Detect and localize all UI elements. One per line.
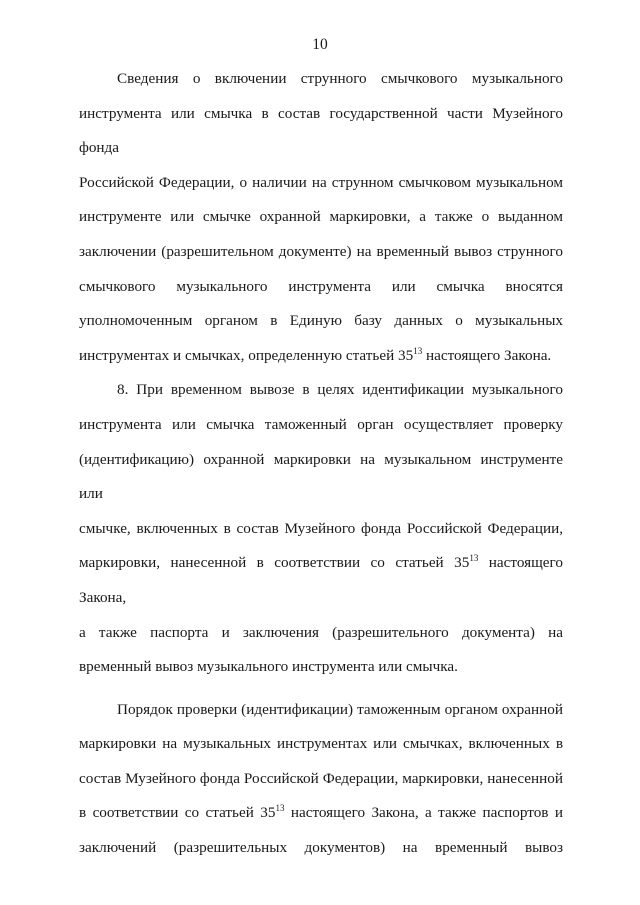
- text-line: временный вывоз музыкального инструмента или смычка.: [79, 658, 458, 676]
- text-line: инструмента или смычка в состав государственной части Музейного фонда: [79, 104, 563, 157]
- text-line: заключении (разрешительном документе) на временный вывоз струнного: [79, 242, 563, 260]
- text-line: уполномоченным органом в Единую базу данных о музыкальных: [79, 312, 563, 330]
- text-fragment: инструментах и смычках, определенную статьей 35: [79, 346, 414, 364]
- superscript: 13: [275, 803, 285, 814]
- text-line-with-superscript: [79, 546, 563, 615]
- superscript: 13: [413, 345, 423, 356]
- document-body: [79, 62, 563, 866]
- text-line: маркировки на музыкальных инструментах или смычках, включенных в: [79, 735, 563, 753]
- paragraph-3: [79, 693, 563, 866]
- text-fragment: настоящего Закона.: [422, 346, 552, 364]
- text-line: а также паспорта и заключения (разрешительного документа) на: [79, 623, 563, 641]
- text-fragment: настоящего Закона, а также паспортов и: [284, 804, 564, 822]
- text-line: Российской Федерации, о наличии на струнном смычковом музыкальном: [79, 173, 563, 191]
- paragraph-2: [79, 373, 563, 684]
- text-line: Сведения о включении струнного смычкового музыкального: [117, 70, 563, 87]
- text-line-with-superscript: [79, 796, 563, 831]
- text-line: заключений (разрешительных документов) на временный вывоз: [79, 839, 563, 857]
- text-fragment: маркировки, нанесенной в соответствии со статьей 35: [79, 554, 470, 572]
- text-fragment: настоящего Закона,: [79, 554, 563, 606]
- text-line: Порядок проверки (идентификации) таможенным органом охранной: [117, 700, 563, 718]
- text-line-with-superscript: [79, 339, 563, 374]
- superscript: 13: [469, 553, 479, 564]
- text-line: смычкового музыкального инструмента или смычка вносятся: [79, 277, 563, 295]
- paragraph-1: [79, 62, 563, 373]
- text-fragment: в соответствии со статьей 35: [79, 804, 276, 822]
- text-line: инструменте или смычке охранной маркировки, а также о выданном: [79, 208, 563, 226]
- text-line: (идентификацию) охранной маркировки на музыкальном инструменте или: [79, 450, 563, 503]
- text-line: состав Музейного фонда Российской Федерации, маркировки, нанесенной: [79, 769, 563, 787]
- text-line: 8. При временном вывозе в целях идентификации музыкального: [117, 381, 563, 399]
- text-line: инструмента или смычка таможенный орган осуществляет проверку: [79, 415, 563, 433]
- page-number: 10: [312, 36, 328, 53]
- text-line: смычке, включенных в состав Музейного фонда Российской Федерации,: [79, 519, 563, 537]
